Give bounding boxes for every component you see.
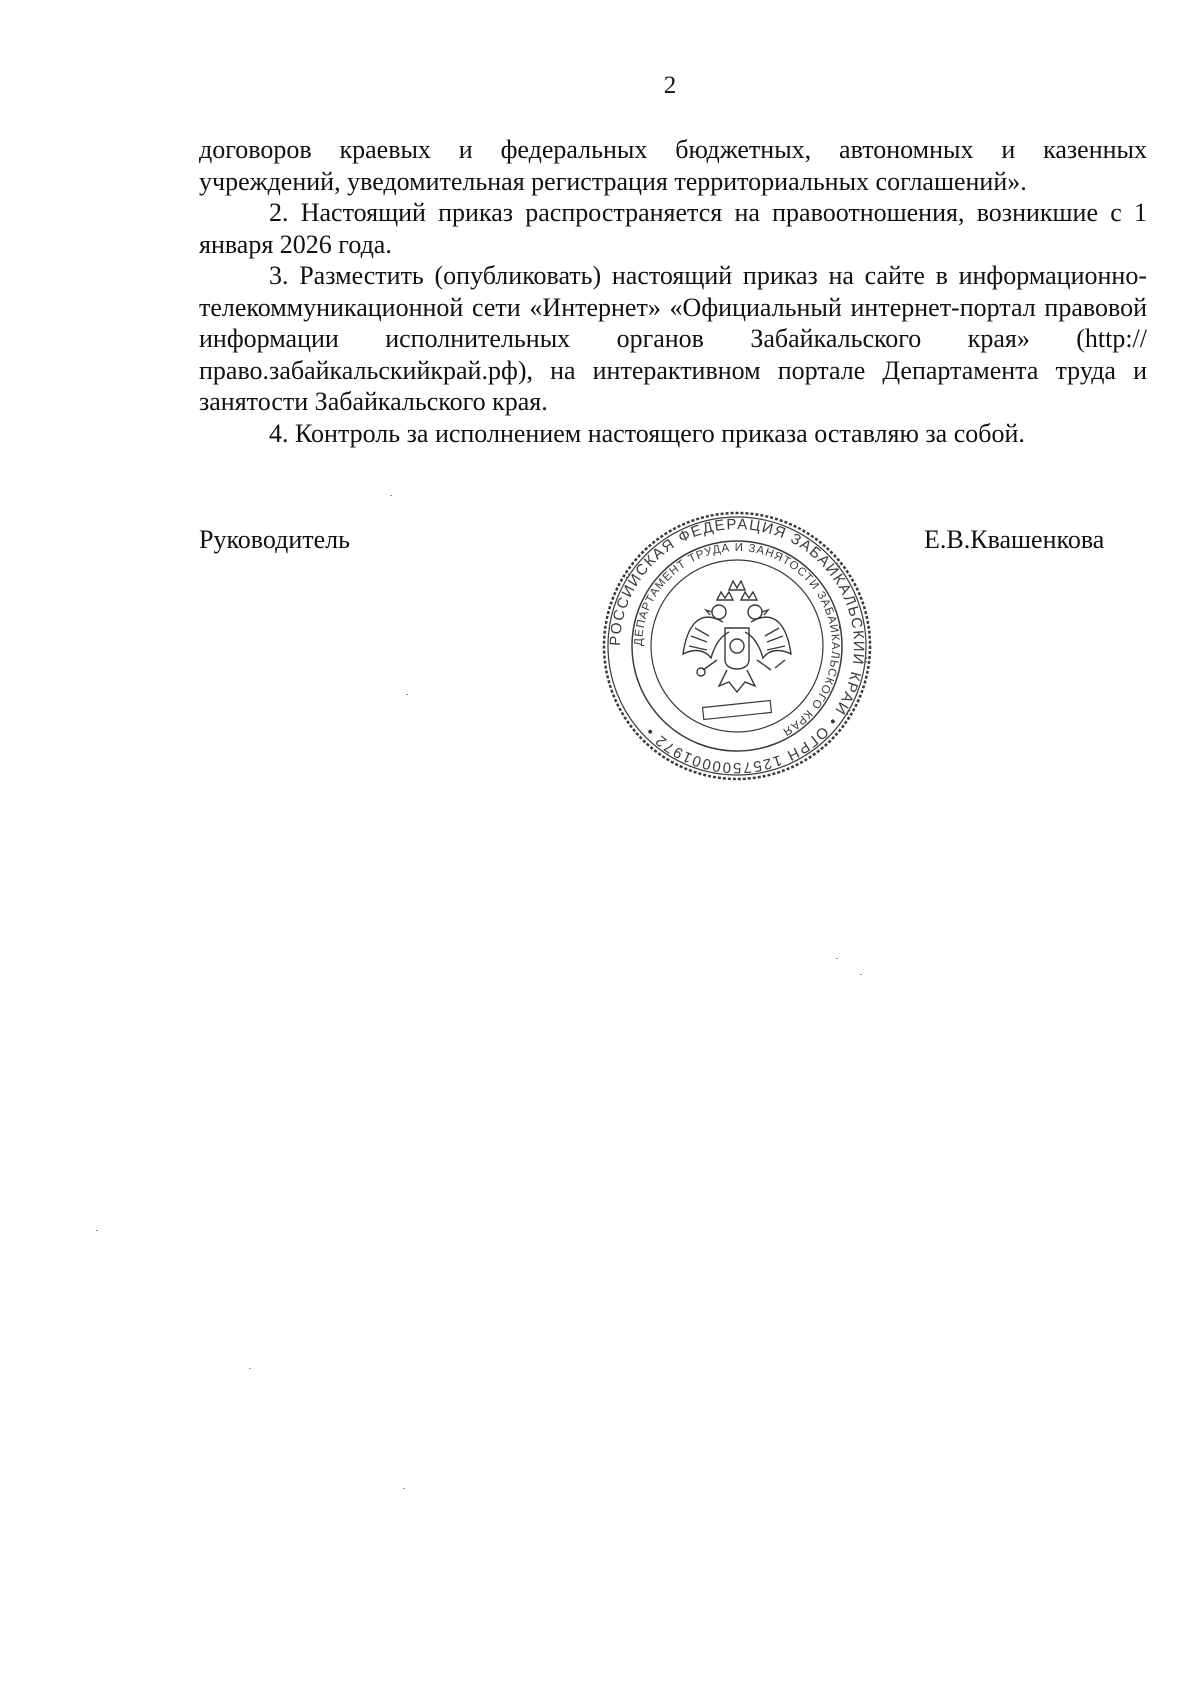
scan-speck [249,1368,251,1369]
scan-speck [96,1230,98,1231]
paragraph-continuation-line-1: договоров краевых и федеральных бюджетных, автономных и казенных [199,135,1147,164]
official-seal-stamp [599,508,875,784]
paragraph-continuation-line-2: учреждений, уведомительная регистрация территориальных соглашений». [199,166,1027,196]
seal-inner-text: ДЕПАРТАМЕНТ ТРУДА И ЗАНЯТОСТИ ЗАБАЙКАЛЬСКОГО КРАЯ [632,541,842,738]
seal-outer-text: РОССИЙСКАЯ ФЕДЕРАЦИЯ ЗАБАЙКАЛЬСКИЙ КРАЙ • ОГРН 1257500001972 • [606,515,868,777]
scan-speck [403,1488,405,1489]
paragraph-item-2: 2. Настоящий приказ распространяется на правоотношения, возникшие с 1 января 2026 года. [199,198,1147,259]
paragraph-item-3: 3. Разместить (опубликовать) настоящий приказ на сайте в информационно-телекоммуникационной сети «Интернет» «Официальный интернет-портал правовой информации исполнительных органов Забайкальского края» (http://право.забайкальскийкрай.рф), на интерактивном портале Департамента труда и занятости Забайкальского края. [199,261,1147,416]
signatory-name: Е.В.Квашенкова [924,525,1105,554]
seal-blank-field [703,700,772,719]
page-number: 2 [663,72,677,99]
paragraph-item-4: 4. Контроль за исполнением настоящего приказа оставляю за собой. [269,418,1025,448]
scan-speck [860,974,862,975]
scan-speck [406,694,408,695]
signatory-title: Руководитель [199,525,350,554]
scan-speck [836,958,838,959]
double-headed-eagle-emblem [683,581,791,692]
svg-text:РОССИЙСКАЯ ФЕДЕРАЦИЯ ЗАБАЙКАЛЬ [607,516,868,776]
document-body [199,134,1147,449]
scan-speck [390,495,392,496]
